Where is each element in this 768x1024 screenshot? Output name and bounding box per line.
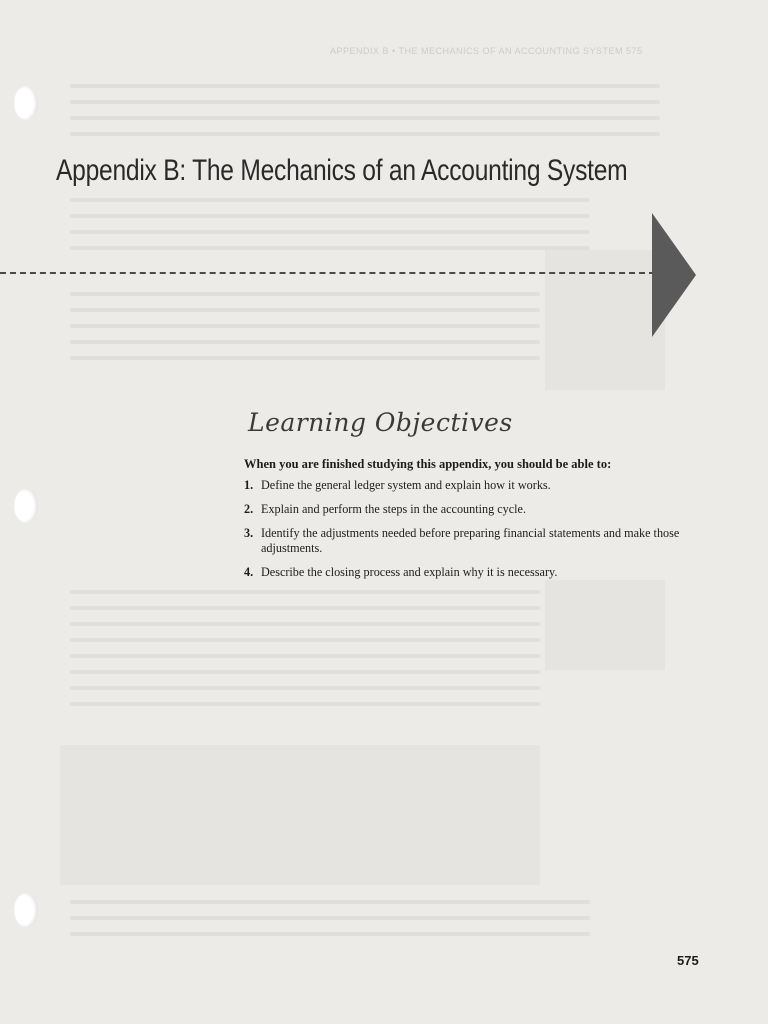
objective-text: Identify the adjustments needed before preparing financial statements and make those adjustments.	[261, 526, 680, 555]
objective-item	[244, 526, 684, 556]
running-head: APPENDIX B • THE MECHANICS OF AN ACCOUNTING SYSTEM 575	[330, 46, 643, 56]
binder-hole-middle	[14, 489, 38, 523]
page-number: 575	[677, 953, 699, 968]
dashed-divider	[0, 272, 655, 274]
objective-item	[244, 478, 684, 493]
objective-text: Explain and perform the steps in the accounting cycle.	[261, 502, 526, 516]
objective-number: 4.	[244, 565, 254, 579]
objective-number: 2.	[244, 502, 254, 516]
objective-text: Describe the closing process and explain why it is necessary.	[261, 565, 558, 579]
learning-objectives-intro: When you are finished studying this appendix, you should be able to:	[244, 457, 612, 471]
learning-objectives-heading: Learning Objectives	[248, 408, 513, 437]
objective-number: 1.	[244, 478, 254, 492]
objective-item	[244, 565, 684, 580]
objective-item	[244, 502, 684, 517]
objective-text: Define the general ledger system and explain how it works.	[261, 478, 551, 492]
binder-hole-bottom	[14, 893, 38, 927]
arrow-tab-icon	[652, 213, 696, 337]
appendix-title: Appendix B: The Mechanics of an Accounting System	[56, 154, 628, 187]
objective-number: 3.	[244, 526, 254, 540]
learning-objectives-list	[244, 478, 684, 589]
binder-hole-top	[14, 86, 38, 120]
